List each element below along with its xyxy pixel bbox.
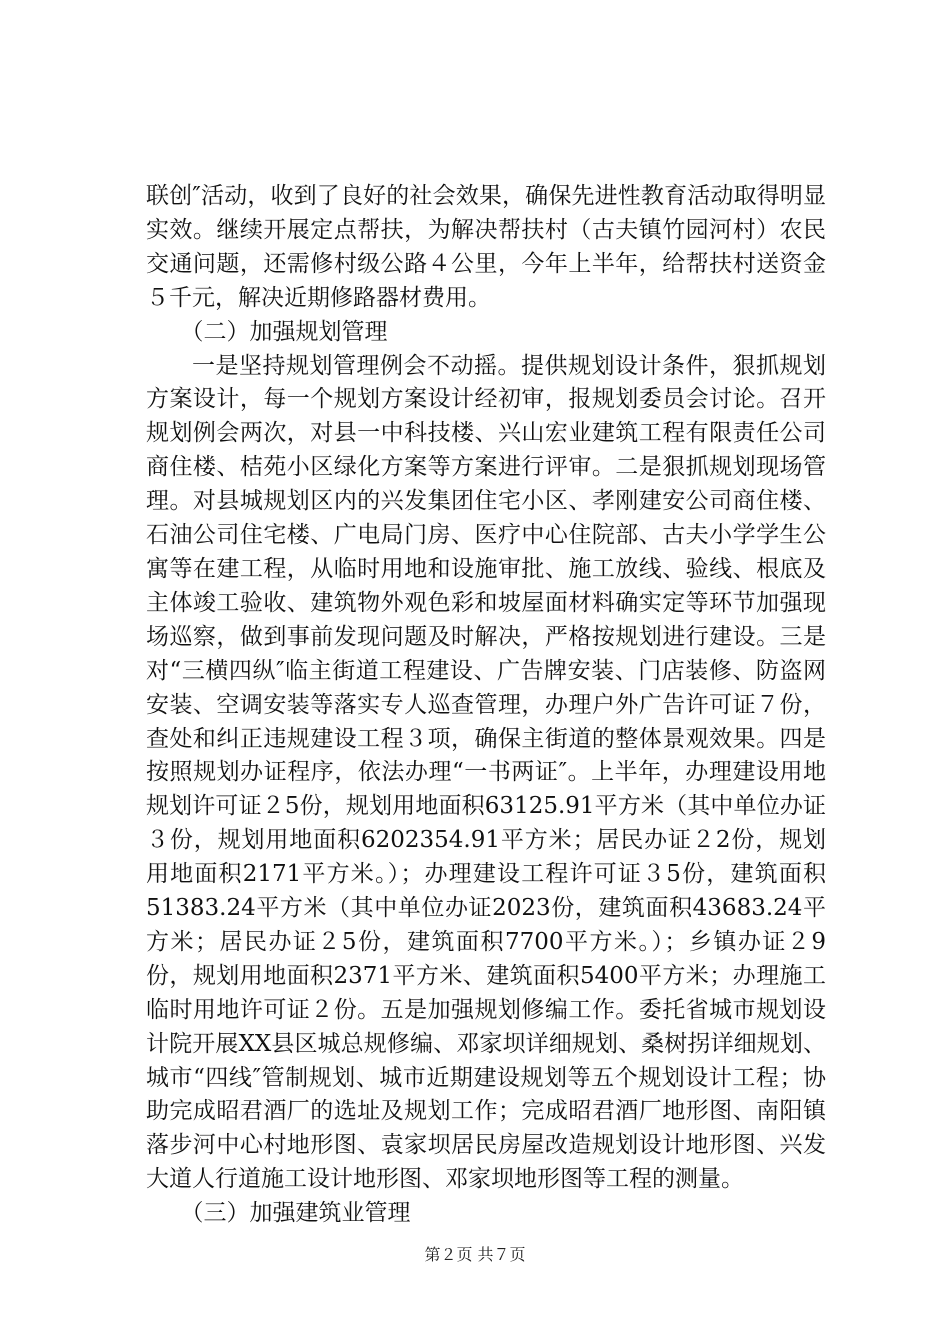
page-footer: 第２页 共７页	[424, 1245, 526, 1264]
document-body	[146, 180, 826, 1231]
paragraph-planning: 一是坚持规划管理例会不动摇。提供规划设计条件，狠抓规划方案设计，每一个规划方案设计经初审，报规划委员会讨论。召开规划例会两次，对县一中科技楼、兴山宏业建筑工程有限责任公司商住楼、桔苑小区绿化方案等方案进行评审。二是狠抓规划现场管理。对县城规划区内的兴发集团住宅小区、孝刚建安公司商住楼、石油公司住宅楼、广电局门房、医疗中心住院部、古夫小学学生公寓等在建工程，从临时用地和设施审批、施工放线、验线、根底及主体竣工验收、建筑物外观色彩和坡屋面材料确实定等环节加强现场巡察，做到事前发现问题及时解决，严格按规划进行建设。三是对“三横四纵″临主街道工程建设、广告牌安装、门店装修、防盗网安装、空调安装等落实专人巡查管理，办理户外广告许可证７份，查处和纠正违规建设工程３项，确保主街道的整体景观效果。四是按照规划办证程序，依法办理“一书两证″。上半年，办理建设用地规划许可证２5份，规划用地面积63125.91平方米（其中单位办证３份，规划用地面积6202354.91平方米；居民办证２2份，规划用地面积2171平方米。）；办理建设工程许可证３5份，建筑面积51383.24平方米（其中单位办证2023份，建筑面积43683.24平方米；居民办证２5份，建筑面积7700平方米。）；乡镇办证２9份，规划用地面积2371平方米、建筑面积5400平方米；办理施工临时用地许可证２份。五是加强规划修编工作。委托省城市规划设计院开展XX县区城总规修编、邓家坝详细规划、桑树拐详细规划、城市“四线″管制规划、城市近期建设规划等五个规划设计工程；协助完成昭君酒厂的选址及规划工作；完成昭君酒厂地形图、南阳镇落步河中心村地形图、袁家坝居民房屋改造规划设计地形图、兴发大道人行道施工设计地形图、邓家坝地形图等工程的测量。	[146, 352, 826, 1193]
paragraph-continuation: 联创″活动，收到了良好的社会效果，确保先进性教育活动取得明显实效。继续开展定点帮扶，为解决帮扶村（古夫镇竹园河村）农民交通问题，还需修村级公路４公里，今年上半年，给帮扶村送资金５千元，解决近期修路器材费用。	[146, 183, 826, 311]
section-heading-construction: （三）加强建筑业管理	[180, 1200, 411, 1227]
section-heading-planning: （二）加强规划管理	[180, 318, 388, 345]
